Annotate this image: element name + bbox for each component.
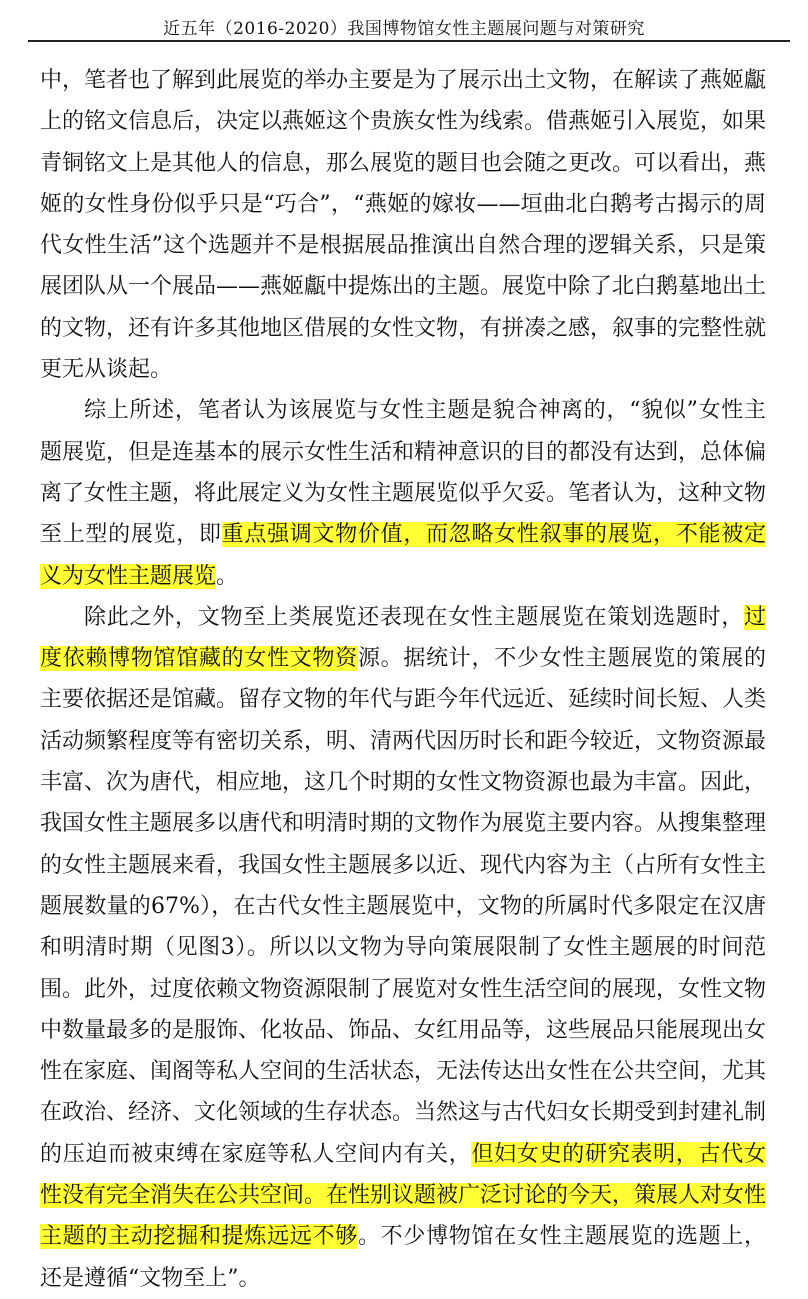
highlighted-text: 但妇女史的研究表明，古代女性没有完全消失在公共空间。在性别议题被广泛讨论的今天，策展人对女性主题的主动挖掘和提炼远远不够 (40, 1141, 767, 1250)
paragraph-text: 综上所述，笔者认为该展览与女性主题是貌合神离的，“貌似”女性主题展览，但是连基本的展示女性生活和精神意识的目的都没有达到，总体偏离了女性主题，将此展定义为女性主题展览似乎欠妥。笔者认为，这种文物至上型的展览，即 (40, 398, 767, 548)
running-header: 近五年（2016-2020）我国博物馆女性主题展问题与对策研究 (163, 19, 645, 39)
highlighted-text: 过度依赖博物馆馆藏的女性文物资 (40, 604, 766, 672)
paragraph-text: 除此之外，文物至上类展览还表现在女性主题展览在策划选题时， (84, 604, 744, 630)
paragraph-continuation (40, 60, 766, 390)
paragraph-summary (40, 390, 766, 596)
header-rule (28, 40, 790, 42)
paragraph-text: 源。据统计，不少女性主题展览的策展的主要依据还是馆藏。留存文物的年代与距今年代远近、延续时间长短、人类活动频繁程度等有密切关系，明、清两代因历时长和距今较近，文物资源最丰富、次为唐代，相应地，这几个时期的女性文物资源也最为丰富。因此，我国女性主题展多以唐代和明清时期的文物作为展览主要内容。从搜集整理的女性主题展来看，我国女性主题展多以近、现代内容为主（占所有女性主题展数量的67%），在古代女性主题展览中，文物的所属时代多限定在汉唐和明清时期（见图3）。所以以文物为导向策展限制了女性主题展的时间范围。此外，过度依赖文物资源限制了展览对女性生活空间的展现，女性文物中数量最多的是服饰、化妆品、饰品、女红用品等，这些展品只能展现出女性在家庭、闺阁等私人空间的生活状态，无法传达出女性在公共空间，尤其在政治、经济、文化领域的生存状态。当然这与古代妇女长期受到封建礼制的压迫而被束缚在家庭等私人空间内有关， (40, 646, 767, 1167)
paragraph-text: 。 (216, 563, 239, 589)
highlighted-text: 重点强调文物价值，而忽略女性叙事的展览，不能被定义为女性主题展览 (40, 522, 766, 589)
paragraph-collection-dependence (40, 597, 766, 1299)
document-body (40, 60, 766, 1299)
paragraph-text: 中，笔者也了解到此展览的举办主要是为了展示出土文物，在解读了燕姬甗上的铭文信息后，决定以燕姬这个贵族女性为线索。借燕姬引入展览，如果青铜铭文上是其他人的信息，那么展览的题目也会随之更改。可以看出，燕姬的女性身份似乎只是“巧合”，“燕姬的嫁妆——垣曲北白鹅考古揭示的周代女性生活”这个选题并不是根据展品推演出自然合理的逻辑关系，只是策展团队从一个展品——燕姬甗中提炼出的主题。展览中除了北白鹅墓地出土的文物，还有许多其他地区借展的女性文物，有拼凑之感，叙事的完整性就更无从谈起。 (40, 68, 767, 383)
paragraph-text: 。不少博物馆在女性主题展览的选题上，还是遵循“文物至上”。 (40, 1224, 766, 1291)
